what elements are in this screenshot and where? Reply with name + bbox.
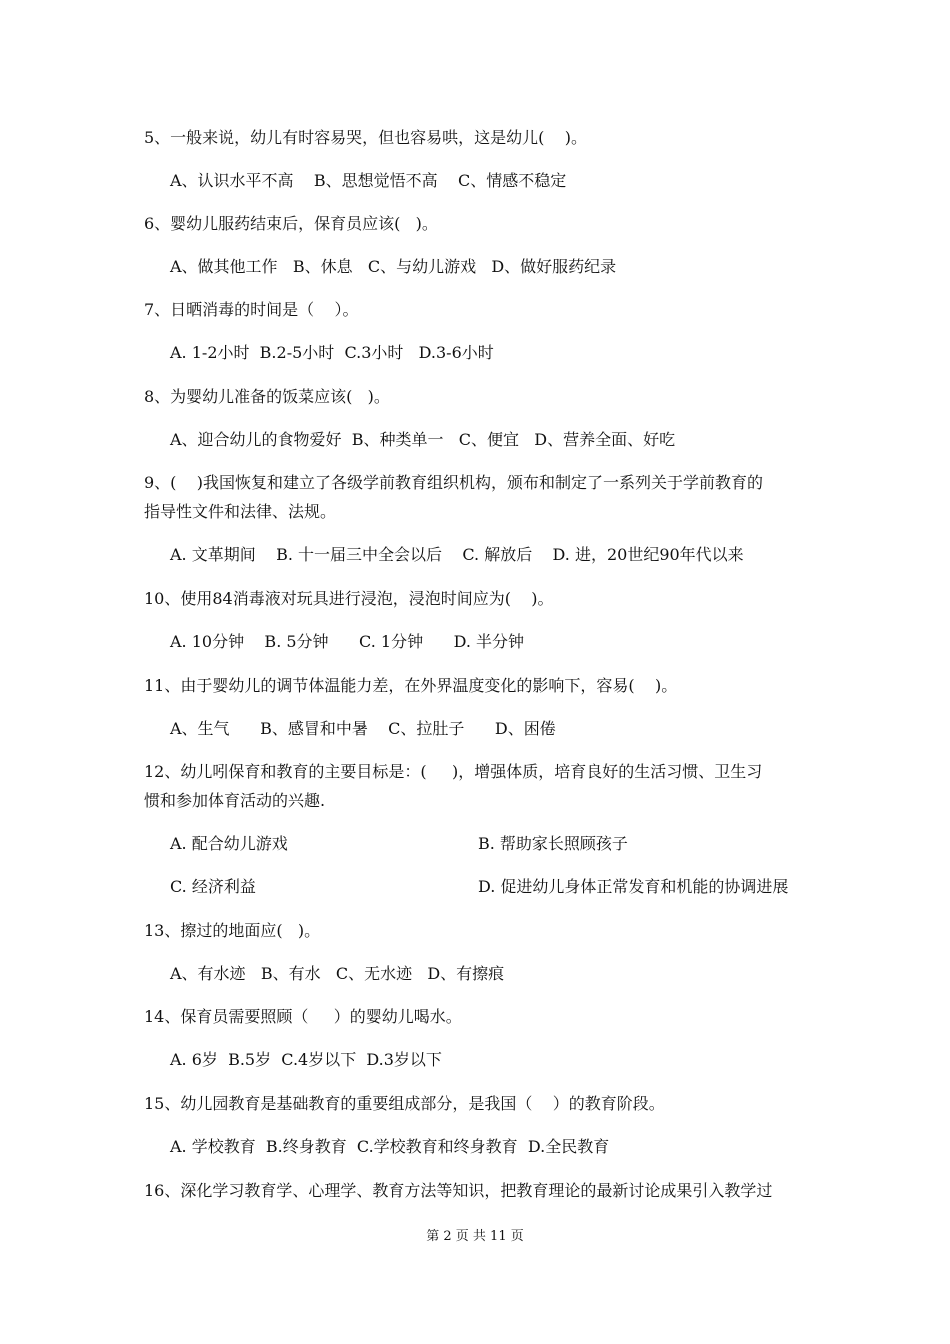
question-13-options: A、有水迹 B、有水 C、无水迹 D、有擦痕 xyxy=(170,964,505,983)
question-16-stem: 16、深化学习教育学、心理学、教育方法等知识，把教育理论的最新讨论成果引入教学过 xyxy=(144,1181,773,1200)
question-9-options: A. 文革期间 B. 十一届三中全会以后 C. 解放后 D. 进，20世纪90年代以来 xyxy=(170,545,744,564)
question-13-stem: 13、擦过的地面应( )。 xyxy=(144,921,321,940)
question-7-stem: 7、日晒消毒的时间是（ ）。 xyxy=(144,300,359,319)
question-12-option-a: A. 配合幼儿游戏 xyxy=(170,834,288,853)
question-12-option-b: B. 帮助家长照顾孩子 xyxy=(478,834,628,853)
question-5-options: A、认识水平不高 B、思想觉悟不高 C、情感不稳定 xyxy=(170,171,567,190)
question-8-stem: 8、为婴幼儿准备的饭菜应该( )。 xyxy=(144,387,390,406)
question-12-stem-line-1: 12、幼儿吲保育和教育的主要目标是：( )，增强体质，培育良好的生活习惯、卫生习 xyxy=(144,762,763,781)
question-6-options: A、做其他工作 B、休息 C、与幼儿游戏 D、做好服药纪录 xyxy=(170,257,617,276)
question-8-options: A、迎合幼儿的食物爱好 B、种类单一 C、便宜 D、营养全面、好吃 xyxy=(170,430,676,449)
question-9-stem-line-1: 9、( )我国恢复和建立了各级学前教育组织机构，颁布和制定了一系列关于学前教育的 xyxy=(144,473,764,492)
question-7-options: A. 1-2小时 B.2-5小时 C.3小时 D.3-6小时 xyxy=(170,343,494,362)
page-number-footer: 第 2 页 共 11 页 xyxy=(426,1229,524,1244)
question-5-stem: 5、一般来说，幼儿有时容易哭，但也容易哄，这是幼儿( )。 xyxy=(144,128,588,147)
question-15-options: A. 学校教育 B.终身教育 C.学校教育和终身教育 D.全民教育 xyxy=(170,1137,610,1156)
question-12-option-d: D. 促进幼儿身体正常发育和机能的协调进展 xyxy=(478,877,789,896)
question-14-stem: 14、保育员需要照顾（ ）的婴幼儿喝水。 xyxy=(144,1007,462,1026)
question-12-option-c: C. 经济利益 xyxy=(170,877,256,896)
question-6-stem: 6、婴幼儿服药结束后，保育员应该( )。 xyxy=(144,214,438,233)
question-15-stem: 15、幼儿园教育是基础教育的重要组成部分，是我国（ ）的教育阶段。 xyxy=(144,1094,665,1113)
question-14-options: A. 6岁 B.5岁 C.4岁以下 D.3岁以下 xyxy=(170,1050,442,1069)
question-11-stem: 11、由于婴幼儿的调节体温能力差，在外界温度变化的影响下，容易( )。 xyxy=(144,676,678,695)
question-10-stem: 10、使用84消毒液对玩具进行浸泡，浸泡时间应为( )。 xyxy=(144,589,554,608)
question-11-options: A、生气 B、感冒和中暑 C、拉肚子 D、困倦 xyxy=(170,719,556,738)
question-12-stem-line-2: 惯和参加体育活动的兴趣. xyxy=(144,791,326,810)
question-10-options: A. 10分钟 B. 5分钟 C. 1分钟 D. 半分钟 xyxy=(170,632,525,651)
question-9-stem-line-2: 指导性文件和法律、法规。 xyxy=(144,502,337,521)
